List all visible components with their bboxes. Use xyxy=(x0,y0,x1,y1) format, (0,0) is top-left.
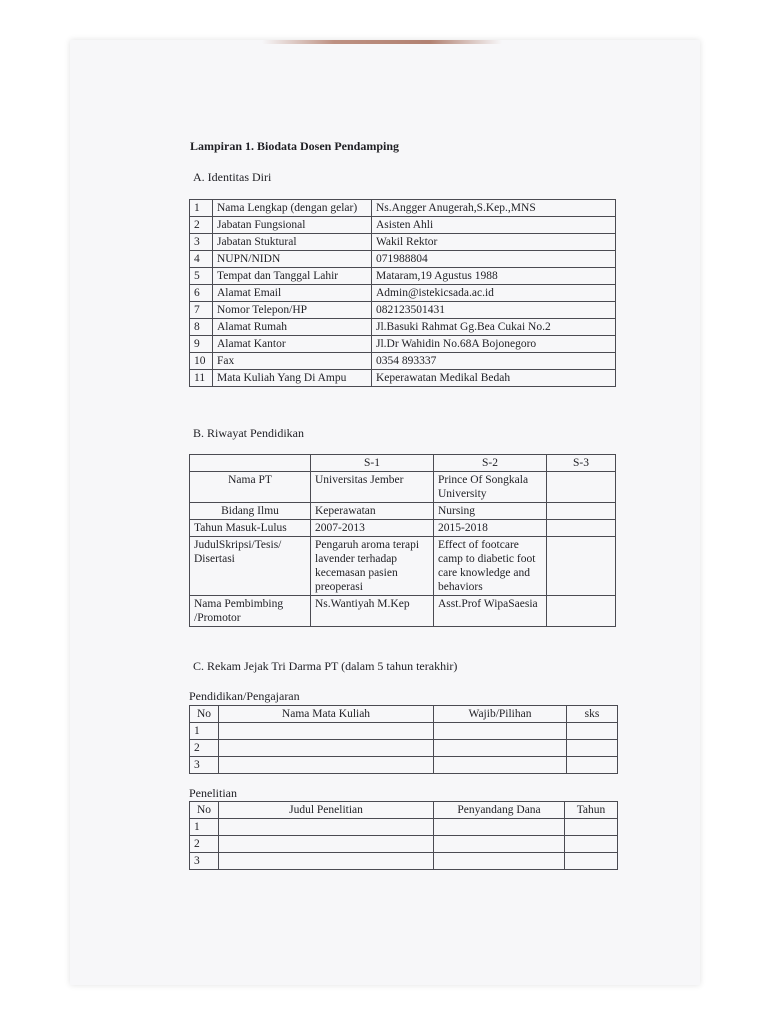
research-row-number: 1 xyxy=(190,819,219,836)
education-col-s1: S-1 xyxy=(311,455,434,472)
identity-row xyxy=(190,285,616,302)
identity-row-value: Ns.Angger Anugerah,S.Kep.,MNS xyxy=(372,200,616,217)
research-row xyxy=(190,853,618,870)
identity-row-number: 2 xyxy=(190,217,213,234)
research-col-funder: Penyandang Dana xyxy=(434,802,565,819)
teaching-cell xyxy=(219,757,434,774)
identity-row-number: 6 xyxy=(190,285,213,302)
identity-row xyxy=(190,302,616,319)
research-row xyxy=(190,819,618,836)
teaching-cell xyxy=(219,723,434,740)
research-row-number: 2 xyxy=(190,836,219,853)
research-cell xyxy=(219,836,434,853)
identity-row-value: Keperawatan Medikal Bedah xyxy=(372,370,616,387)
education-s3-value xyxy=(547,596,616,627)
education-s2-value: Prince Of Songkala University xyxy=(434,472,547,503)
identity-row-value: 082123501431 xyxy=(372,302,616,319)
education-s2-value: Nursing xyxy=(434,503,547,520)
section-c-heading: C. Rekam Jejak Tri Darma PT (dalam 5 tahun terakhir) xyxy=(193,659,458,673)
teaching-table xyxy=(189,705,618,774)
teaching-cell xyxy=(434,757,567,774)
research-table xyxy=(189,801,618,870)
identity-row-number: 10 xyxy=(190,353,213,370)
research-cell xyxy=(219,819,434,836)
education-s3-value xyxy=(547,520,616,537)
teaching-cell xyxy=(434,723,567,740)
research-col-year: Tahun xyxy=(565,802,618,819)
education-col-s2: S-2 xyxy=(434,455,547,472)
research-cell xyxy=(565,836,618,853)
education-table xyxy=(189,454,616,627)
research-col-title: Judul Penelitian xyxy=(219,802,434,819)
research-col-no: No xyxy=(190,802,219,819)
section-b-heading: B. Riwayat Pendidikan xyxy=(193,426,304,440)
research-cell xyxy=(434,819,565,836)
education-s1-value: Universitas Jember xyxy=(311,472,434,503)
teaching-col-no: No xyxy=(190,706,219,723)
identity-row-label: Nama Lengkap (dengan gelar) xyxy=(213,200,372,217)
education-header-row xyxy=(190,455,616,472)
teaching-cell xyxy=(219,740,434,757)
identity-row xyxy=(190,370,616,387)
education-s3-value xyxy=(547,472,616,503)
teaching-col-type: Wajib/Pilihan xyxy=(434,706,567,723)
education-s1-value: 2007-2013 xyxy=(311,520,434,537)
identity-row-value: 0354 893337 xyxy=(372,353,616,370)
research-cell xyxy=(434,836,565,853)
education-row xyxy=(190,537,616,596)
education-s1-value: Ns.Wantiyah M.Kep xyxy=(311,596,434,627)
research-cell xyxy=(219,853,434,870)
section-a-heading: A. Identitas Diri xyxy=(193,170,272,184)
teaching-row xyxy=(190,740,618,757)
identity-row-label: Mata Kuliah Yang Di Ampu xyxy=(213,370,372,387)
education-row xyxy=(190,520,616,537)
identity-row-label: Jabatan Fungsional xyxy=(213,217,372,234)
identity-row-value: Jl.Dr Wahidin No.68A Bojonegoro xyxy=(372,336,616,353)
identity-row xyxy=(190,217,616,234)
identity-row-value: 071988804 xyxy=(372,251,616,268)
identity-row-label: NUPN/NIDN xyxy=(213,251,372,268)
teaching-subheading: Pendidikan/Pengajaran xyxy=(189,689,300,703)
education-row xyxy=(190,503,616,520)
research-header-row xyxy=(190,802,618,819)
identity-row-value: Jl.Basuki Rahmat Gg.Bea Cukai No.2 xyxy=(372,319,616,336)
research-cell xyxy=(565,819,618,836)
identity-row-label: Alamat Kantor xyxy=(213,336,372,353)
teaching-col-course: Nama Mata Kuliah xyxy=(219,706,434,723)
identity-row-number: 5 xyxy=(190,268,213,285)
teaching-row-number: 3 xyxy=(190,757,219,774)
identity-row-label: Tempat dan Tanggal Lahir xyxy=(213,268,372,285)
research-cell xyxy=(565,853,618,870)
education-s2-value: Effect of footcare camp to diabetic foot care knowledge and behaviors xyxy=(434,537,547,596)
identity-row xyxy=(190,268,616,285)
identity-row-value: Mataram,19 Agustus 1988 xyxy=(372,268,616,285)
research-row-number: 3 xyxy=(190,853,219,870)
identity-row-value: Wakil Rektor xyxy=(372,234,616,251)
identity-row-value: Admin@istekicsada.ac.id xyxy=(372,285,616,302)
identity-row xyxy=(190,353,616,370)
education-s2-value: 2015-2018 xyxy=(434,520,547,537)
education-row-label: Bidang Ilmu xyxy=(190,503,311,520)
identity-row-number: 8 xyxy=(190,319,213,336)
identity-row-number: 7 xyxy=(190,302,213,319)
identity-row xyxy=(190,251,616,268)
identity-row xyxy=(190,200,616,217)
identity-table xyxy=(189,199,616,387)
identity-row-label: Nomor Telepon/HP xyxy=(213,302,372,319)
education-s3-value xyxy=(547,503,616,520)
teaching-row-number: 2 xyxy=(190,740,219,757)
education-s2-value: Asst.Prof WipaSaesia xyxy=(434,596,547,627)
teaching-cell xyxy=(567,723,618,740)
scan-artifact xyxy=(262,40,502,44)
education-row xyxy=(190,472,616,503)
identity-row-value: Asisten Ahli xyxy=(372,217,616,234)
education-col-s3: S-3 xyxy=(547,455,616,472)
teaching-header-row xyxy=(190,706,618,723)
research-cell xyxy=(434,853,565,870)
identity-row xyxy=(190,336,616,353)
education-col-blank xyxy=(190,455,311,472)
research-subheading: Penelitian xyxy=(189,786,237,800)
research-row xyxy=(190,836,618,853)
teaching-cell xyxy=(434,740,567,757)
identity-row-number: 1 xyxy=(190,200,213,217)
education-row-label: JudulSkripsi/Tesis/ Disertasi xyxy=(190,537,311,596)
identity-row-number: 9 xyxy=(190,336,213,353)
identity-row xyxy=(190,319,616,336)
identity-row-number: 3 xyxy=(190,234,213,251)
education-s3-value xyxy=(547,537,616,596)
teaching-row xyxy=(190,723,618,740)
teaching-col-sks: sks xyxy=(567,706,618,723)
teaching-cell xyxy=(567,757,618,774)
identity-row-label: Jabatan Stuktural xyxy=(213,234,372,251)
education-row-label: Tahun Masuk-Lulus xyxy=(190,520,311,537)
education-row xyxy=(190,596,616,627)
education-row-label: Nama PT xyxy=(190,472,311,503)
identity-row-label: Fax xyxy=(213,353,372,370)
identity-row-label: Alamat Rumah xyxy=(213,319,372,336)
education-row-label: Nama Pembimbing /Promotor xyxy=(190,596,311,627)
identity-row-label: Alamat Email xyxy=(213,285,372,302)
education-s1-value: Pengaruh aroma terapi lavender terhadap kecemasan pasien preoperasi xyxy=(311,537,434,596)
teaching-cell xyxy=(567,740,618,757)
teaching-row xyxy=(190,757,618,774)
identity-row xyxy=(190,234,616,251)
identity-row-number: 4 xyxy=(190,251,213,268)
identity-row-number: 11 xyxy=(190,370,213,387)
education-s1-value: Keperawatan xyxy=(311,503,434,520)
document-title: Lampiran 1. Biodata Dosen Pendamping xyxy=(190,139,400,153)
teaching-row-number: 1 xyxy=(190,723,219,740)
